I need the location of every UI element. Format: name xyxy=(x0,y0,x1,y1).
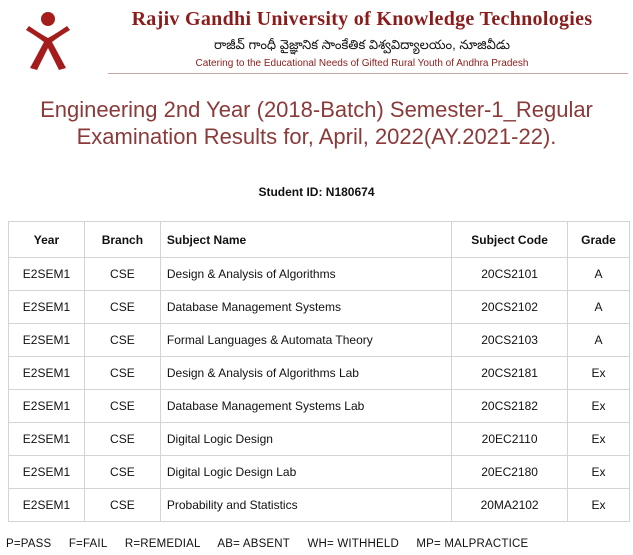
table-row xyxy=(9,390,630,423)
column-header-branch: Branch xyxy=(84,222,160,258)
university-name: Rajiv Gandhi University of Knowledge Technologies xyxy=(131,8,593,30)
cell-branch: CSE xyxy=(84,258,160,291)
cell-branch: CSE xyxy=(84,357,160,390)
cell-subject-code: 20CS2182 xyxy=(452,390,568,423)
table-row xyxy=(9,291,630,324)
exam-title-line1: Engineering 2nd Year (2018-Batch) Semester-1_Regular xyxy=(40,97,593,122)
cell-year: E2SEM1 xyxy=(9,291,85,324)
cell-subject-name: Design & Analysis of Algorithms xyxy=(160,258,451,291)
cell-year: E2SEM1 xyxy=(9,324,85,357)
cell-branch: CSE xyxy=(84,390,160,423)
cell-subject-code: 20EC2110 xyxy=(452,423,568,456)
cell-subject-code: 20MA2102 xyxy=(452,489,568,522)
table-row xyxy=(9,357,630,390)
table-row xyxy=(9,258,630,291)
header-divider xyxy=(108,73,628,74)
cell-subject-code: 20CS2181 xyxy=(452,357,568,390)
column-header-year: Year xyxy=(9,222,85,258)
student-id: Student ID: N180674 xyxy=(258,185,375,199)
cell-branch: CSE xyxy=(84,489,160,522)
cell-subject-name: Design & Analysis of Algorithms Lab xyxy=(160,357,451,390)
cell-subject-name: Digital Logic Design xyxy=(160,423,451,456)
column-header-subject-code: Subject Code xyxy=(452,222,568,258)
university-tagline: Catering to the Educational Needs of Gifted Rural Youth of Andhra Pradesh xyxy=(195,58,529,69)
cell-branch: CSE xyxy=(84,324,160,357)
cell-branch: CSE xyxy=(84,291,160,324)
legend-item-malpractice: MP= MALPRACTICE xyxy=(416,538,529,550)
cell-subject-code: 20EC2180 xyxy=(452,456,568,489)
cell-grade: Ex xyxy=(568,357,630,390)
rgukt-logo-icon xyxy=(22,10,74,72)
cell-subject-name: Database Management Systems xyxy=(160,291,451,324)
cell-subject-code: 20CS2101 xyxy=(452,258,568,291)
cell-grade: A xyxy=(568,324,630,357)
cell-year: E2SEM1 xyxy=(9,390,85,423)
table-header-row xyxy=(9,222,630,258)
cell-year: E2SEM1 xyxy=(9,423,85,456)
legend-item-withheld: WH= WITHHELD xyxy=(307,538,399,550)
cell-branch: CSE xyxy=(84,456,160,489)
legend-item-pass: P=PASS xyxy=(6,538,52,550)
cell-subject-name: Digital Logic Design Lab xyxy=(160,456,451,489)
results-table xyxy=(8,221,630,522)
cell-subject-code: 20CS2102 xyxy=(452,291,568,324)
exam-title xyxy=(20,96,613,150)
cell-subject-name: Probability and Statistics xyxy=(160,489,451,522)
legend-item-absent: AB= ABSENT xyxy=(217,538,291,550)
cell-grade: Ex xyxy=(568,423,630,456)
university-header xyxy=(0,0,633,78)
cell-grade: Ex xyxy=(568,456,630,489)
cell-grade: A xyxy=(568,291,630,324)
cell-year: E2SEM1 xyxy=(9,357,85,390)
cell-branch: CSE xyxy=(84,423,160,456)
grade-legend xyxy=(6,538,542,550)
table-row xyxy=(9,456,630,489)
cell-subject-code: 20CS2103 xyxy=(452,324,568,357)
column-header-grade: Grade xyxy=(568,222,630,258)
cell-subject-name: Formal Languages & Automata Theory xyxy=(160,324,451,357)
exam-title-line2: Examination Results for, April, 2022(AY.2021-22). xyxy=(76,124,557,149)
cell-year: E2SEM1 xyxy=(9,258,85,291)
cell-subject-name: Database Management Systems Lab xyxy=(160,390,451,423)
cell-grade: Ex xyxy=(568,390,630,423)
table-row xyxy=(9,489,630,522)
column-header-subject-name: Subject Name xyxy=(160,222,451,258)
cell-grade: A xyxy=(568,258,630,291)
cell-grade: Ex xyxy=(568,489,630,522)
cell-year: E2SEM1 xyxy=(9,489,85,522)
table-row xyxy=(9,423,630,456)
university-name-telugu: రాజీవ్ గాంధీ వైజ్ఞానిక సాంకేతిక విశ్వవిద్యాలయం, నూజివీడు xyxy=(213,37,511,52)
legend-item-fail: F=FAIL xyxy=(68,538,108,550)
table-row xyxy=(9,324,630,357)
legend-item-remedial: R=REMEDIAL xyxy=(124,538,201,550)
cell-year: E2SEM1 xyxy=(9,456,85,489)
